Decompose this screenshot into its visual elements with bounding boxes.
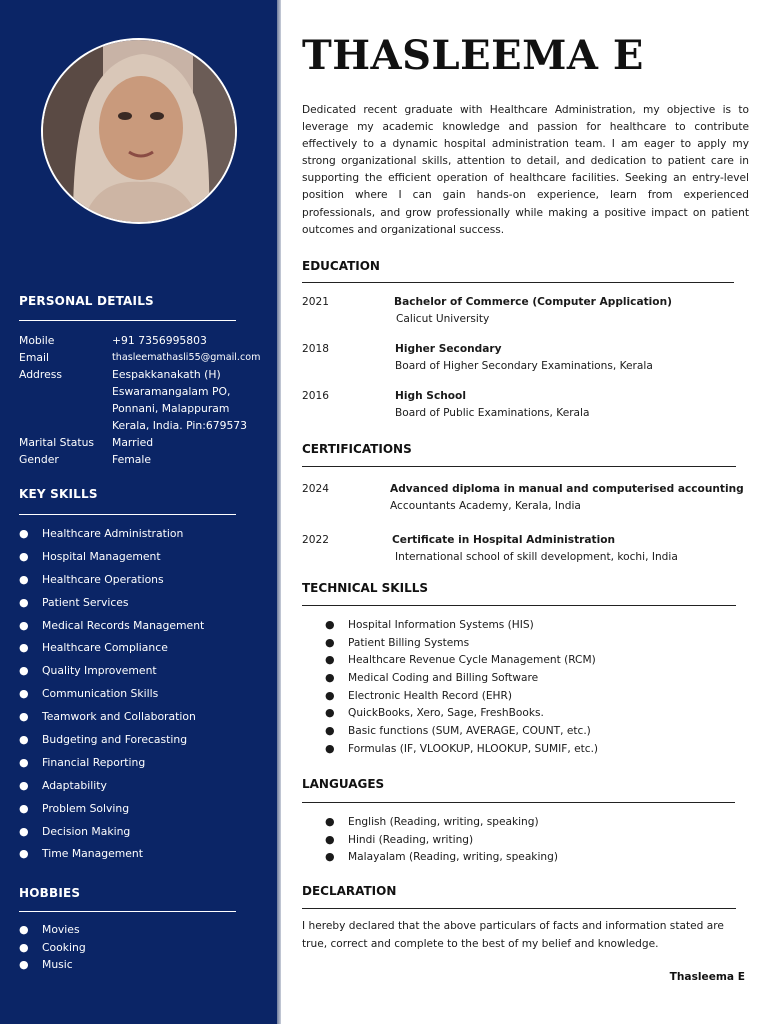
- certification-institution: International school of skill development, kochi, India: [395, 551, 678, 563]
- bullet-icon: ●: [19, 572, 29, 586]
- technical-skill-item: ● Electronic Health Record (EHR): [325, 688, 512, 702]
- language-item: ● Malayalam (Reading, writing, speaking): [325, 850, 558, 864]
- bullet-icon: ●: [19, 847, 29, 861]
- key-skill-item: ● Healthcare Compliance: [19, 641, 168, 655]
- key-skill-item: ● Financial Reporting: [19, 755, 146, 769]
- email-label: Email: [19, 351, 49, 364]
- bullet-icon: ●: [325, 671, 335, 685]
- hobby-item: ● Movies: [19, 923, 80, 936]
- certifications-heading: CERTIFICATIONS: [302, 442, 412, 456]
- education-year: 2021: [302, 296, 329, 308]
- key-skill-item: ● Adaptability: [19, 778, 107, 792]
- technical-skill-item: ● Healthcare Revenue Cycle Management (RCM): [325, 653, 596, 667]
- languages-rule: [302, 802, 735, 803]
- bullet-icon: ●: [19, 923, 29, 936]
- bullet-icon: ●: [325, 706, 335, 720]
- key-skill-item: ● Time Management: [19, 847, 143, 861]
- education-year: 2018: [302, 343, 329, 355]
- key-skill-item: ● Problem Solving: [19, 801, 130, 815]
- marital-status-value: Married: [112, 436, 154, 449]
- bullet-icon: ●: [325, 850, 335, 864]
- key-skill-item: ● Budgeting and Forecasting: [19, 733, 188, 747]
- education-institution: Calicut University: [396, 313, 490, 325]
- bullet-icon: ●: [19, 801, 29, 815]
- certification-year: 2024: [302, 483, 329, 495]
- hobby-item: ● Music: [19, 958, 73, 971]
- key-skills-heading: KEY SKILLS: [19, 487, 98, 501]
- address-line-1: Eespakkanakath (H): [112, 368, 221, 381]
- technical-skills-heading: TECHNICAL SKILLS: [302, 581, 428, 595]
- profile-summary: Dedicated recent graduate with Healthcare Administration, my objective is to leverage my academic knowledge and passion for healthcare to contribute effectively to a dynamic hospital administration team. I am eager to apply my strong organizational skills, attention to detail, and dedication to patient care in supporting the efficient operation of healthcare facilities. Seeking an entry-level position where I can gain hands-on experience, learn from experienced professionals, and grow professionally while making a positive impact on patient outcomes and organizational success.: [302, 104, 749, 236]
- hobbies-list: [19, 923, 86, 976]
- personal-details-heading: PERSONAL DETAILS: [19, 294, 154, 308]
- technical-skills-list: [325, 618, 598, 760]
- bullet-icon: ●: [325, 815, 335, 828]
- certification-institution: Accountants Academy, Kerala, India: [390, 500, 581, 512]
- bullet-icon: ●: [19, 527, 29, 540]
- signature-name: Thasleema E: [669, 971, 745, 983]
- education-title: Higher Secondary: [395, 343, 502, 355]
- key-skill-item: ● Hospital Management: [19, 549, 161, 563]
- bullet-icon: ●: [325, 653, 335, 667]
- education-title: Bachelor of Commerce (Computer Application): [394, 296, 672, 308]
- bullet-icon: ●: [19, 595, 29, 609]
- technical-skills-rule: [302, 605, 736, 606]
- key-skill-item: ● Decision Making: [19, 824, 131, 838]
- declaration-heading: DECLARATION: [302, 884, 397, 898]
- email-value: thasleemathasli55@gmail.com: [112, 352, 261, 363]
- bullet-icon: ●: [19, 778, 29, 792]
- key-skill-item: ● Medical Records Management: [19, 618, 205, 632]
- mobile-value: +91 7356995803: [112, 334, 207, 347]
- hobbies-heading: HOBBIES: [19, 886, 81, 900]
- key-skill-item: ● Patient Services: [19, 595, 129, 609]
- hobby-item: ● Cooking: [19, 940, 86, 954]
- bullet-icon: ●: [325, 832, 335, 846]
- personal-details-rule: [19, 320, 236, 321]
- bullet-icon: ●: [19, 733, 29, 747]
- bullet-icon: ●: [325, 635, 335, 649]
- mobile-label: Mobile: [19, 334, 55, 347]
- key-skill-item: ● Healthcare Operations: [19, 572, 164, 586]
- education-title: High School: [395, 390, 466, 402]
- bullet-icon: ●: [325, 688, 335, 702]
- technical-skill-item: ● QuickBooks, Xero, Sage, FreshBooks.: [325, 706, 544, 720]
- declaration-rule: [302, 908, 736, 909]
- bullet-icon: ●: [325, 618, 335, 631]
- certification-title: Certificate in Hospital Administration: [392, 534, 616, 546]
- language-item: ● Hindi (Reading, writing): [325, 832, 474, 846]
- profile-photo: [41, 38, 237, 224]
- bullet-icon: ●: [19, 958, 29, 971]
- candidate-name: THASLEEMA E: [302, 32, 644, 79]
- marital-status-label: Marital Status: [19, 436, 95, 449]
- technical-skill-item: ● Hospital Information Systems (HIS): [325, 618, 534, 631]
- bullet-icon: ●: [19, 641, 29, 655]
- education-rule: [302, 282, 734, 283]
- bullet-icon: ●: [19, 824, 29, 838]
- key-skills-rule: [19, 514, 236, 515]
- bullet-icon: ●: [19, 664, 29, 678]
- address-line-3: Ponnani, Malappuram: [112, 402, 230, 415]
- technical-skill-item: ● Basic functions (SUM, AVERAGE, COUNT, etc.): [325, 724, 591, 738]
- address-line-2: Eswaramangalam PO,: [112, 385, 231, 398]
- address-line-4: Kerala, India. Pin:679573: [112, 419, 248, 432]
- education-institution: Board of Public Examinations, Kerala: [395, 407, 590, 419]
- key-skill-item: ● Communication Skills: [19, 687, 159, 701]
- bullet-icon: ●: [325, 724, 335, 738]
- hobbies-rule: [19, 911, 236, 912]
- certification-title: Advanced diploma in manual and computerised accounting: [390, 483, 744, 495]
- bullet-icon: ●: [19, 755, 29, 769]
- declaration-text: I hereby declared that the above particulars of facts and information stated are true, correct and complete to the best of my belief and knowledge.: [302, 920, 724, 950]
- language-item: ● English (Reading, writing, speaking): [325, 815, 539, 828]
- languages-heading: LANGUAGES: [302, 777, 385, 791]
- bullet-icon: ●: [19, 687, 29, 701]
- bullet-icon: ●: [19, 618, 29, 632]
- bullet-icon: ●: [19, 940, 29, 954]
- address-label: Address: [19, 368, 62, 381]
- technical-skill-item: ● Medical Coding and Billing Software: [325, 671, 539, 685]
- education-institution: Board of Higher Secondary Examinations, Kerala: [395, 360, 653, 372]
- key-skill-item: ● Teamwork and Collaboration: [19, 710, 196, 724]
- key-skill-item: ● Quality Improvement: [19, 664, 157, 678]
- education-year: 2016: [302, 390, 329, 402]
- bullet-icon: ●: [19, 549, 29, 563]
- languages-list: [325, 815, 558, 868]
- education-heading: EDUCATION: [302, 259, 380, 273]
- key-skill-item: ● Healthcare Administration: [19, 527, 184, 540]
- key-skills-list: [19, 527, 204, 870]
- bullet-icon: ●: [19, 710, 29, 724]
- technical-skill-item: ● Patient Billing Systems: [325, 635, 470, 649]
- certification-year: 2022: [302, 534, 329, 546]
- gender-label: Gender: [19, 453, 59, 466]
- sidebar-edge: [277, 0, 281, 1024]
- certifications-rule: [302, 466, 736, 467]
- bullet-icon: ●: [325, 741, 335, 755]
- technical-skill-item: ● Formulas (IF, VLOOKUP, HLOOKUP, SUMIF, etc.): [325, 741, 599, 755]
- gender-value: Female: [112, 453, 152, 466]
